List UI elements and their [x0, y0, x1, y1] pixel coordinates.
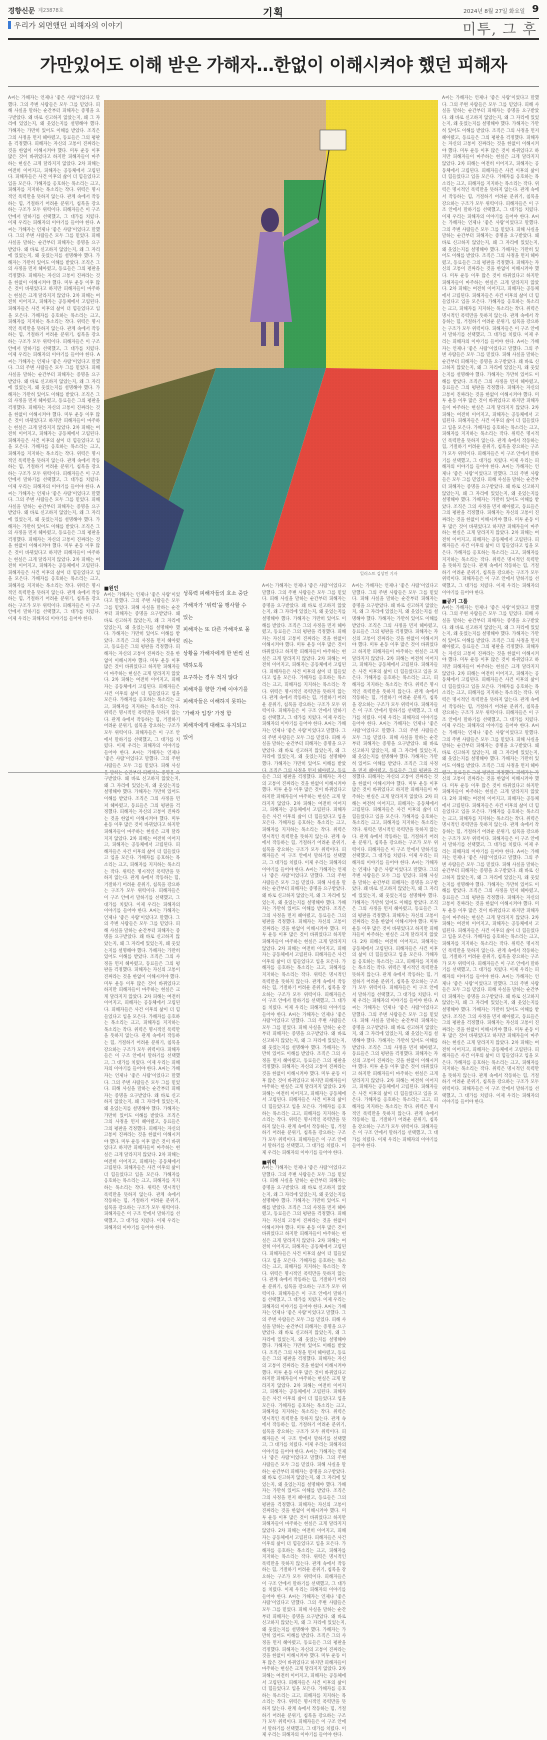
pull-quote-line: 피해자를 향한 가해 이야기를 [183, 687, 249, 693]
headline: 가만있어도 이해 받은 가해자…한없이 이해시켜야 했던 피해자 [39, 56, 508, 76]
pull-quote-line: 가해자가 ‘위력’을 행사할 수 있는 [183, 603, 247, 621]
body-text: A씨는 가해자는 언제나 ‘좋은 사람’이었다고 말했다. 그의 주변 사람들은 모두 그를 믿었다. 피해 사실을 말하는 순간부터 피해자는 증명을 요구받았다. 왜 바로 신고하지 않았는지, 왜 그 자리에 있었는지, 왜 웃었는지를 설명해야 했다. 가해자는 가만히 있어도 이해를 받았다. 조직은 그의 사정을 먼저 헤아렸고, 동료들은 그의 평판을 걱정했다. 피해자는 자신의 고통이 진짜라는 것을 한없이 이해시켜야 했다. 미투 운동 이후 많은 것이 바뀌었다고 하지만 피해자들이 마주하는 현실은 크게 달라지지 않았다. 2차 피해는 여전히 이어지고, 피해자는 공동체에서 고립된다. 피해자들은 사건 이후의 삶이 더 힘들었다고 입을 모은다. 가해자를 옹호하는 목소리는 크고, 피해자를 지지하는 목소리는 작다. 위력은 명시적인 폭력만을 뜻하지 않는다. 관계 속에서 작동하는 힘, 거절하기 어려운 분위기, 침묵을 강요하는 구조가 모두 위력이다. 피해자들은 이 구조 안에서 말하기를 선택했고, 그 대가를 치렀다. 이제 우리는 피해자의 이야기를 들어야 한다. A씨는 가해자는 언제나 ‘좋은 사람’이었다고 말했다. 그의 주변 사람들은 모두 그를 믿었다. 피해 사실을 말하는 순간부터 피해자는 증명을 요구받았다. 왜 바로 신고하지 않았는지, 왜 그 자리에 있었는지, 왜 웃었는지를 설명해야 했다. 가해자는 가만히 있어도 이해를 받았다. 조직은 그의 사정을 먼저 헤아렸고, 동료들은 그의 평판을 걱정했다. 피해자는 자신의 고통이 진짜라는 것을 한없이 이해시켜야 했다. 미투 운동 이후 많은 것이 바뀌었다고 하지만 피해자들이 마주하는 현실은 크게 달라지지 않았다. 2차 피해는 여전히 이어지고, 피해자는 공동체에서 고립된다. 피해자들은 사건 이후의 삶이 더 힘들었다고 입을 모은다. 가해자를 옹호하는 목소리는 크고, 피해자를 지지하는 목소리는 작다. 위력은 명시적인 폭력만을 뜻하지 않는다. 관계 속에서 작동하는 힘, 거절하기 어려운 분위기, 침묵을 강요하는 구조가 모두 위력이다. 피해자들은 이 구조 안에서 말하기를 선택했고, 그 대가를 치렀다. 이제 우리는 피해자의 이야기를 들어야 한다. A씨는 가해자는 언제나 ‘좋은 사람’이었다고 말했다. 그의 주변 사람들은 모두 그를 믿었다. 피해 사실을 말하는 순간부터 피해자는 증명을 요구받았다. 왜 바로 신고하지 않았는지, 왜 그 자리에 있었는지, 왜 웃었는지를 설명해야 했다. 가해자는 가만히 있어도 이해를 받았다. 조직은 그의 사정을 먼저 헤아렸고, 동료들은 그의 평판을 걱정했다. 피해자는 자신의 고통이 진짜라는 것을 한없이 이해시켜야 했다. 미투 운동 이후 많은 것이 바뀌었다고 하지만 피해자들이 마주하는 현실은 크게 달라지지 않았다. 2차 피해는 여전히 이어지고, 피해자는 공동체에서 고립된다. 피해자들은 사건 이후의 삶이 더 힘들었다고 입을 모은다. 가해자를 옹호하는 목소리는 크고, 피해자를 지지하는 목소리는 작다. 위력은 명시적인 폭력만을 뜻하지 않는다. 관계 속에서 작동하는 힘, 거절하기 어려운 분위기, 침묵을 강요하는 구조가 모두 위력이다. 피해자들은 이 구조 안에서 말하기를 선택했고, 그 대가를 치렀다. 이제 우리는 피해자의 이야기를 들어야 한다. A씨는 가해자는 언제나 ‘좋은 사람’이었다고 말했다. 그의 주변 사람들은 모두 그를 믿었다. 피해 사실을 말하는 순간부터 피해자는 증명을 요구받았다. 왜 바로 신고하지 않았는지, 왜 그 자리에 있었는지, 왜 웃었는지를 설명해야 했다. 가해자는 가만히 있어도 이해를 받았다. 조직은 그의 사정을 먼저 헤아렸고, 동료들은 그의 평판을 걱정했다. 피해자는 자신의 고통이 진짜라는 것을 한없이 이해시켜야 했다. 미투 운동 이후 많은 것이 바뀌었다고 하지만 피해자들이 마주하는 현실은 크게 달라지지 않았다. 2차 피해는 여전히 이어지고, 피해자는 공동체에서 고립된다. 피해자들은 사건 이후의 삶이 더 힘들었다고 입을 모은다. 가해자를 옹호하는 목소리는 크고, 피해자를 지지하는 목소리는 작다. 위력은 명시적인 폭력만을 뜻하지 않는다. 관계 속에서 작동하는 힘, 거절하기 어려운 분위기, 침묵을 강요하는 구조가 모두 위력이다. 피해자들은 이 구조 안에서 말하기를 선택했고, 그 대가를 치렀다. 이제 우리는 피해자의 이야기를 들어야 한다. [262, 1166, 346, 1739]
top-rule [8, 18, 539, 19]
issue-date: 2024년 8월 27일 화요일 [463, 9, 525, 15]
pull-quote-line: 피해자는 또 다른 가해자로 몰리는 [183, 627, 250, 645]
pull-quote-line: 성폭력 피해자들의 호소 중단 [183, 591, 249, 597]
subhead: ■공기 그룹 [442, 599, 468, 606]
body-text: A씨는 가해자는 언제나 ‘좋은 사람’이었다고 말했다. 그의 주변 사람들은 모두 그를 믿었다. 피해 사실을 말하는 순간부터 피해자는 증명을 요구받았다. 왜 바로 신고하지 않았는지, 왜 그 자리에 있었는지, 왜 웃었는지를 설명해야 했다. 가해자는 가만히 있어도 이해를 받았다. 조직은 그의 사정을 먼저 헤아렸고, 동료들은 그의 평판을 걱정했다. 피해자는 자신의 고통이 진짜라는 것을 한없이 이해시켜야 했다. 미투 운동 이후 많은 것이 바뀌었다고 하지만 피해자들이 마주하는 현실은 크게 달라지지 않았다. 2차 피해는 여전히 이어지고, 피해자는 공동체에서 고립된다. 피해자들은 사건 이후의 삶이 더 힘들었다고 입을 모은다. 가해자를 옹호하는 목소리는 크고, 피해자를 지지하는 목소리는 작다. 위력은 명시적인 폭력만을 뜻하지 않는다. 관계 속에서 작동하는 힘, 거절하기 어려운 분위기, 침묵을 강요하는 구조가 모두 위력이다. 피해자들은 이 구조 안에서 말하기를 선택했고, 그 대가를 치렀다. 이제 우리는 피해자의 이야기를 들어야 한다. A씨는 가해자는 언제나 ‘좋은 사람’이었다고 말했다. 그의 주변 사람들은 모두 그를 믿었다. 피해 사실을 말하는 순간부터 피해자는 증명을 요구받았다. 왜 바로 신고하지 않았는지, 왜 그 자리에 있었는지, 왜 웃었는지를 설명해야 했다. 가해자는 가만히 있어도 이해를 받았다. 조직은 그의 사정을 먼저 헤아렸고, 동료들은 그의 평판을 걱정했다. 피해자는 자신의 고통이 진짜라는 것을 한없이 이해시켜야 했다. 미투 운동 이후 많은 것이 바뀌었다고 하지만 피해자들이 마주하는 현실은 크게 달라지지 않았다. 2차 피해는 여전히 이어지고, 피해자는 공동체에서 고립된다. 피해자들은 사건 이후의 삶이 더 힘들었다고 입을 모은다. 가해자를 옹호하는 목소리는 크고, 피해자를 지지하는 목소리는 작다. 위력은 명시적인 폭력만을 뜻하지 않는다. 관계 속에서 작동하는 힘, 거절하기 어려운 분위기, 침묵을 강요하는 구조가 모두 위력이다. 피해자들은 이 구조 안에서 말하기를 선택했고, 그 대가를 치렀다. 이제 우리는 피해자의 이야기를 들어야 한다. A씨는 가해자는 언제나 ‘좋은 사람’이었다고 말했다. 그의 주변 사람들은 모두 그를 믿었다. 피해 사실을 말하는 순간부터 피해자는 증명을 요구받았다. 왜 바로 신고하지 않았는지, 왜 그 자리에 있었는지, 왜 웃었는지를 설명해야 했다. 가해자는 가만히 있어도 이해를 받았다. 조직은 그의 사정을 먼저 헤아렸고, 동료들은 그의 평판을 걱정했다. 피해자는 자신의 고통이 진짜라는 것을 한없이 이해시켜야 했다. 미투 운동 이후 많은 것이 바뀌었다고 하지만 피해자들이 마주하는 현실은 크게 달라지지 않았다. 2차 피해는 여전히 이어지고, 피해자는 공동체에서 고립된다. 피해자들은 사건 이후의 삶이 더 힘들었다고 입을 모은다. 가해자를 옹호하는 목소리는 크고, 피해자를 지지하는 목소리는 작다. 위력은 명시적인 폭력만을 뜻하지 않는다. 관계 속에서 작동하는 힘, 거절하기 어려운 분위기, 침묵을 강요하는 구조가 모두 위력이다. 피해자들은 이 구조 안에서 말하기를 선택했고, 그 대가를 치렀다. 이제 우리는 피해자의 이야기를 들어야 한다. A씨는 가해자는 언제나 ‘좋은 사람’이었다고 말했다. 그의 주변 사람들은 모두 그를 믿었다. 피해 사실을 말하는 순간부터 피해자는 증명을 요구받았다. 왜 바로 신고하지 않았는지, 왜 그 자리에 있었는지, 왜 웃었는지를 설명해야 했다. 가해자는 가만히 있어도 이해를 받았다. 조직은 그의 사정을 먼저 헤아렸고, 동료들은 그의 평판을 걱정했다. 피해자는 자신의 고통이 진짜라는 것을 한없이 이해시켜야 했다. 미투 운동 이후 많은 것이 바뀌었다고 하지만 피해자들이 마주하는 현실은 크게 달라지지 않았다. 2차 피해는 여전히 이어지고, 피해자는 공동체에서 고립된다. 피해자들은 사건 이후의 삶이 더 힘들었다고 입을 모은다. 가해자를 옹호하는 목소리는 크고, 피해자를 지지하는 목소리는 작다. 위력은 명시적인 폭력만을 뜻하지 않는다. 관계 속에서 작동하는 힘, 거절하기 어려운 분위기, 침묵을 강요하는 구조가 모두 위력이다. 피해자들은 이 구조 안에서 말하기를 선택했고, 그 대가를 치렀다. 이제 우리는 피해자의 이야기를 들어야 한다. [352, 584, 438, 1150]
series-text: 우리가 외면했던 피해자의 이야기 [14, 21, 123, 30]
body-text: A씨는 가해자는 언제나 ‘좋은 사람’이었다고 말했다. 그의 주변 사람들은 모두 그를 믿었다. 피해 사실을 말하는 순간부터 피해자는 증명을 요구받았다. 왜 바로 신고하지 않았는지, 왜 그 자리에 있었는지, 왜 웃었는지를 설명해야 했다. 가해자는 가만히 있어도 이해를 받았다. 조직은 그의 사정을 먼저 헤아렸고, 동료들은 그의 평판을 걱정했다. 피해자는 자신의 고통이 진짜라는 것을 한없이 이해시켜야 했다. 미투 운동 이후 많은 것이 바뀌었다고 하지만 피해자들이 마주하는 현실은 크게 달라지지 않았다. 2차 피해는 여전히 이어지고, 피해자는 공동체에서 고립된다. 피해자들은 사건 이후의 삶이 더 힘들었다고 입을 모은다. 가해자를 옹호하는 목소리는 크고, 피해자를 지지하는 목소리는 작다. 위력은 명시적인 폭력만을 뜻하지 않는다. 관계 속에서 작동하는 힘, 거절하기 어려운 분위기, 침묵을 강요하는 구조가 모두 위력이다. 피해자들은 이 구조 안에서 말하기를 선택했고, 그 대가를 치렀다. 이제 우리는 피해자의 이야기를 들어야 한다. A씨는 가해자는 언제나 ‘좋은 사람’이었다고 말했다. 그의 주변 사람들은 모두 그를 믿었다. 피해 사실을 말하는 순간부터 피해자는 증명을 요구받았다. 왜 바로 신고하지 않았는지, 왜 그 자리에 있었는지, 왜 웃었는지를 설명해야 했다. 가해자는 가만히 있어도 이해를 받았다. 조직은 그의 사정을 먼저 헤아렸고, 동료들은 그의 평판을 걱정했다. 피해자는 자신의 고통이 진짜라는 것을 한없이 이해시켜야 했다. 미투 운동 이후 많은 것이 바뀌었다고 하지만 피해자들이 마주하는 현실은 크게 달라지지 않았다. 2차 피해는 여전히 이어지고, 피해자는 공동체에서 고립된다. 피해자들은 사건 이후의 삶이 더 힘들었다고 입을 모은다. 가해자를 옹호하는 목소리는 크고, 피해자를 지지하는 목소리는 작다. 위력은 명시적인 폭력만을 뜻하지 않는다. 관계 속에서 작동하는 힘, 거절하기 어려운 분위기, 침묵을 강요하는 구조가 모두 위력이다. 피해자들은 이 구조 안에서 말하기를 선택했고, 그 대가를 치렀다. 이제 우리는 피해자의 이야기를 들어야 한다. A씨는 가해자는 언제나 ‘좋은 사람’이었다고 말했다. 그의 주변 사람들은 모두 그를 믿었다. 피해 사실을 말하는 순간부터 피해자는 증명을 요구받았다. 왜 바로 신고하지 않았는지, 왜 그 자리에 있었는지, 왜 웃었는지를 설명해야 했다. 가해자는 가만히 있어도 이해를 받았다. 조직은 그의 사정을 먼저 헤아렸고, 동료들은 그의 평판을 걱정했다. 피해자는 자신의 고통이 진짜라는 것을 한없이 이해시켜야 했다. 미투 운동 이후 많은 것이 바뀌었다고 하지만 피해자들이 마주하는 현실은 크게 달라지지 않았다. 2차 피해는 여전히 이어지고, 피해자는 공동체에서 고립된다. 피해자들은 사건 이후의 삶이 더 힘들었다고 입을 모은다. 가해자를 옹호하는 목소리는 크고, 피해자를 지지하는 목소리는 작다. 위력은 명시적인 폭력만을 뜻하지 않는다. 관계 속에서 작동하는 힘, 거절하기 어려운 분위기, 침묵을 강요하는 구조가 모두 위력이다. 피해자들은 이 구조 안에서 말하기를 선택했고, 그 대가를 치렀다. 이제 우리는 피해자의 이야기를 들어야 한다. A씨는 가해자는 언제나 ‘좋은 사람’이었다고 말했다. 그의 주변 사람들은 모두 그를 믿었다. 피해 사실을 말하는 순간부터 피해자는 증명을 요구받았다. 왜 바로 신고하지 않았는지, 왜 그 자리에 있었는지, 왜 웃었는지를 설명해야 했다. 가해자는 가만히 있어도 이해를 받았다. 조직은 그의 사정을 먼저 헤아렸고, 동료들은 그의 평판을 걱정했다. 피해자는 자신의 고통이 진짜라는 것을 한없이 이해시켜야 했다. 미투 운동 이후 많은 것이 바뀌었다고 하지만 피해자들이 마주하는 현실은 크게 달라지지 않았다. 2차 피해는 여전히 이어지고, 피해자는 공동체에서 고립된다. 피해자들은 사건 이후의 삶이 더 힘들었다고 입을 모은다. 가해자를 옹호하는 목소리는 크고, 피해자를 지지하는 목소리는 작다. 위력은 명시적인 폭력만을 뜻하지 않는다. 관계 속에서 작동하는 힘, 거절하기 어려운 분위기, 침묵을 강요하는 구조가 모두 위력이다. 피해자들은 이 구조 안에서 말하기를 선택했고, 그 대가를 치렀다. 이제 우리는 피해자의 이야기를 들어야 한다. [442, 605, 539, 1106]
article-column-bottom-2 [262, 584, 346, 1739]
pull-quote-line: ‘가해자 입장’ 가정 함 [183, 711, 232, 717]
subhead: ■원인 [104, 586, 119, 592]
body-text: A씨는 가해자는 언제나 ‘좋은 사람’이었다고 말했다. 그의 주변 사람들은 모두 그를 믿었다. 피해 사실을 말하는 순간부터 피해자는 증명을 요구받았다. 왜 바로 신고하지 않았는지, 왜 그 자리에 있었는지, 왜 웃었는지를 설명해야 했다. 가해자는 가만히 있어도 이해를 받았다. 조직은 그의 사정을 먼저 헤아렸고, 동료들은 그의 평판을 걱정했다. 피해자는 자신의 고통이 진짜라는 것을 한없이 이해시켜야 했다. 미투 운동 이후 많은 것이 바뀌었다고 하지만 피해자들이 마주하는 현실은 크게 달라지지 않았다. 2차 피해는 여전히 이어지고, 피해자는 공동체에서 고립된다. 피해자들은 사건 이후의 삶이 더 힘들었다고 입을 모은다. 가해자를 옹호하는 목소리는 크고, 피해자를 지지하는 목소리는 작다. 위력은 명시적인 폭력만을 뜻하지 않는다. 관계 속에서 작동하는 힘, 거절하기 어려운 분위기, 침묵을 강요하는 구조가 모두 위력이다. 피해자들은 이 구조 안에서 말하기를 선택했고, 그 대가를 치렀다. 이제 우리는 피해자의 이야기를 들어야 한다. A씨는 가해자는 언제나 ‘좋은 사람’이었다고 말했다. 그의 주변 사람들은 모두 그를 믿었다. 피해 사실을 말하는 순간부터 피해자는 증명을 요구받았다. 왜 바로 신고하지 않았는지, 왜 그 자리에 있었는지, 왜 웃었는지를 설명해야 했다. 가해자는 가만히 있어도 이해를 받았다. 조직은 그의 사정을 먼저 헤아렸고, 동료들은 그의 평판을 걱정했다. 피해자는 자신의 고통이 진짜라는 것을 한없이 이해시켜야 했다. 미투 운동 이후 많은 것이 바뀌었다고 하지만 피해자들이 마주하는 현실은 크게 달라지지 않았다. 2차 피해는 여전히 이어지고, 피해자는 공동체에서 고립된다. 피해자들은 사건 이후의 삶이 더 힘들었다고 입을 모은다. 가해자를 옹호하는 목소리는 크고, 피해자를 지지하는 목소리는 작다. 위력은 명시적인 폭력만을 뜻하지 않는다. 관계 속에서 작동하는 힘, 거절하기 어려운 분위기, 침묵을 강요하는 구조가 모두 위력이다. 피해자들은 이 구조 안에서 말하기를 선택했고, 그 대가를 치렀다. 이제 우리는 피해자의 이야기를 들어야 한다. A씨는 가해자는 언제나 ‘좋은 사람’이었다고 말했다. 그의 주변 사람들은 모두 그를 믿었다. 피해 사실을 말하는 순간부터 피해자는 증명을 요구받았다. 왜 바로 신고하지 않았는지, 왜 그 자리에 있었는지, 왜 웃었는지를 설명해야 했다. 가해자는 가만히 있어도 이해를 받았다. 조직은 그의 사정을 먼저 헤아렸고, 동료들은 그의 평판을 걱정했다. 피해자는 자신의 고통이 진짜라는 것을 한없이 이해시켜야 했다. 미투 운동 이후 많은 것이 바뀌었다고 하지만 피해자들이 마주하는 현실은 크게 달라지지 않았다. 2차 피해는 여전히 이어지고, 피해자는 공동체에서 고립된다. 피해자들은 사건 이후의 삶이 더 힘들었다고 입을 모은다. 가해자를 옹호하는 목소리는 크고, 피해자를 지지하는 목소리는 작다. 위력은 명시적인 폭력만을 뜻하지 않는다. 관계 속에서 작동하는 힘, 거절하기 어려운 분위기, 침묵을 강요하는 구조가 모두 위력이다. 피해자들은 이 구조 안에서 말하기를 선택했고, 그 대가를 치렀다. 이제 우리는 피해자의 이야기를 들어야 한다. A씨는 가해자는 언제나 ‘좋은 사람’이었다고 말했다. 그의 주변 사람들은 모두 그를 믿었다. 피해 사실을 말하는 순간부터 피해자는 증명을 요구받았다. 왜 바로 신고하지 않았는지, 왜 그 자리에 있었는지, 왜 웃었는지를 설명해야 했다. 가해자는 가만히 있어도 이해를 받았다. 조직은 그의 사정을 먼저 헤아렸고, 동료들은 그의 평판을 걱정했다. 피해자는 자신의 고통이 진짜라는 것을 한없이 이해시켜야 했다. 미투 운동 이후 많은 것이 바뀌었다고 하지만 피해자들이 마주하는 현실은 크게 달라지지 않았다. 2차 피해는 여전히 이어지고, 피해자는 공동체에서 고립된다. 피해자들은 사건 이후의 삶이 더 힘들었다고 입을 모은다. 가해자를 옹호하는 목소리는 크고, 피해자를 지지하는 목소리는 작다. 위력은 명시적인 폭력만을 뜻하지 않는다. 관계 속에서 작동하는 힘, 거절하기 어려운 분위기, 침묵을 강요하는 구조가 모두 위력이다. 피해자들은 이 구조 안에서 말하기를 선택했고, 그 대가를 치렀다. 이제 우리는 피해자의 이야기를 들어야 한다. [104, 592, 180, 1231]
illustration-art [104, 100, 438, 570]
series-marker [8, 21, 11, 29]
illustration [104, 100, 438, 570]
body-text: A씨는 가해자는 언제나 ‘좋은 사람’이었다고 말했다. 그의 주변 사람들은 모두 그를 믿었다. 피해 사실을 말하는 순간부터 피해자는 증명을 요구받았다. 왜 바로 신고하지 않았는지, 왜 그 자리에 있었는지, 왜 웃었는지를 설명해야 했다. 가해자는 가만히 있어도 이해를 받았다. 조직은 그의 사정을 먼저 헤아렸고, 동료들은 그의 평판을 걱정했다. 피해자는 자신의 고통이 진짜라는 것을 한없이 이해시켜야 했다. 미투 운동 이후 많은 것이 바뀌었다고 하지만 피해자들이 마주하는 현실은 크게 달라지지 않았다. 2차 피해는 여전히 이어지고, 피해자는 공동체에서 고립된다. 피해자들은 사건 이후의 삶이 더 힘들었다고 입을 모은다. 가해자를 옹호하는 목소리는 크고, 피해자를 지지하는 목소리는 작다. 위력은 명시적인 폭력만을 뜻하지 않는다. 관계 속에서 작동하는 힘, 거절하기 어려운 분위기, 침묵을 강요하는 구조가 모두 위력이다. 피해자들은 이 구조 안에서 말하기를 선택했고, 그 대가를 치렀다. 이제 우리는 피해자의 이야기를 들어야 한다. A씨는 가해자는 언제나 ‘좋은 사람’이었다고 말했다. 그의 주변 사람들은 모두 그를 믿었다. 피해 사실을 말하는 순간부터 피해자는 증명을 요구받았다. 왜 바로 신고하지 않았는지, 왜 그 자리에 있었는지, 왜 웃었는지를 설명해야 했다. 가해자는 가만히 있어도 이해를 받았다. 조직은 그의 사정을 먼저 헤아렸고, 동료들은 그의 평판을 걱정했다. 피해자는 자신의 고통이 진짜라는 것을 한없이 이해시켜야 했다. 미투 운동 이후 많은 것이 바뀌었다고 하지만 피해자들이 마주하는 현실은 크게 달라지지 않았다. 2차 피해는 여전히 이어지고, 피해자는 공동체에서 고립된다. 피해자들은 사건 이후의 삶이 더 힘들었다고 입을 모은다. 가해자를 옹호하는 목소리는 크고, 피해자를 지지하는 목소리는 작다. 위력은 명시적인 폭력만을 뜻하지 않는다. 관계 속에서 작동하는 힘, 거절하기 어려운 분위기, 침묵을 강요하는 구조가 모두 위력이다. 피해자들은 이 구조 안에서 말하기를 선택했고, 그 대가를 치렀다. 이제 우리는 피해자의 이야기를 들어야 한다. A씨는 가해자는 언제나 ‘좋은 사람’이었다고 말했다. 그의 주변 사람들은 모두 그를 믿었다. 피해 사실을 말하는 순간부터 피해자는 증명을 요구받았다. 왜 바로 신고하지 않았는지, 왜 그 자리에 있었는지, 왜 웃었는지를 설명해야 했다. 가해자는 가만히 있어도 이해를 받았다. 조직은 그의 사정을 먼저 헤아렸고, 동료들은 그의 평판을 걱정했다. 피해자는 자신의 고통이 진짜라는 것을 한없이 이해시켜야 했다. 미투 운동 이후 많은 것이 바뀌었다고 하지만 피해자들이 마주하는 현실은 크게 달라지지 않았다. 2차 피해는 여전히 이어지고, 피해자는 공동체에서 고립된다. 피해자들은 사건 이후의 삶이 더 힘들었다고 입을 모은다. 가해자를 옹호하는 목소리는 크고, 피해자를 지지하는 목소리는 작다. 위력은 명시적인 폭력만을 뜻하지 않는다. 관계 속에서 작동하는 힘, 거절하기 어려운 분위기, 침묵을 강요하는 구조가 모두 위력이다. 피해자들은 이 구조 안에서 말하기를 선택했고, 그 대가를 치렀다. 이제 우리는 피해자의 이야기를 들어야 한다. A씨는 가해자는 언제나 ‘좋은 사람’이었다고 말했다. 그의 주변 사람들은 모두 그를 믿었다. 피해 사실을 말하는 순간부터 피해자는 증명을 요구받았다. 왜 바로 신고하지 않았는지, 왜 그 자리에 있었는지, 왜 웃었는지를 설명해야 했다. 가해자는 가만히 있어도 이해를 받았다. 조직은 그의 사정을 먼저 헤아렸고, 동료들은 그의 평판을 걱정했다. 피해자는 자신의 고통이 진짜라는 것을 한없이 이해시켜야 했다. 미투 운동 이후 많은 것이 바뀌었다고 하지만 피해자들이 마주하는 현실은 크게 달라지지 않았다. 2차 피해는 여전히 이어지고, 피해자는 공동체에서 고립된다. 피해자들은 사건 이후의 삶이 더 힘들었다고 입을 모은다. 가해자를 옹호하는 목소리는 크고, 피해자를 지지하는 목소리는 작다. 위력은 명시적인 폭력만을 뜻하지 않는다. 관계 속에서 작동하는 힘, 거절하기 어려운 분위기, 침묵을 강요하는 구조가 모두 위력이다. 피해자들은 이 구조 안에서 말하기를 선택했고, 그 대가를 치렀다. 이제 우리는 피해자의 이야기를 들어야 한다. [262, 584, 346, 1157]
article-column-bottom-1 [104, 584, 180, 1231]
headline-rule [8, 86, 539, 87]
footer-rule [8, 772, 539, 773]
newspaper-logo: 경향신문 [8, 7, 36, 15]
page-number: 9 [532, 4, 539, 15]
column-tag: 미투, 그 후 [462, 22, 537, 38]
pull-quote-line: 상황을 가해자에게 한 번씩 선택하도록 [183, 651, 250, 669]
pull-quote-line: 요구하는 경우 적지 않다 [183, 675, 239, 681]
article-column-right [442, 96, 539, 1106]
pull-quote [183, 588, 253, 744]
series-label [8, 20, 123, 31]
pull-quote-line: 피해자에게 대해도 유지되고 있어 [183, 723, 247, 741]
header-rule [8, 38, 539, 40]
issue-number: 제23878호 [38, 8, 64, 14]
article-column-left [8, 96, 100, 764]
body-text: A씨는 가해자는 언제나 ‘좋은 사람’이었다고 말했다. 그의 주변 사람들은 모두 그를 믿었다. 피해 사실을 말하는 순간부터 피해자는 증명을 요구받았다. 왜 바로 신고하지 않았는지, 왜 그 자리에 있었는지, 왜 웃었는지를 설명해야 했다. 가해자는 가만히 있어도 이해를 받았다. 조직은 그의 사정을 먼저 헤아렸고, 동료들은 그의 평판을 걱정했다. 피해자는 자신의 고통이 진짜라는 것을 한없이 이해시켜야 했다. 미투 운동 이후 많은 것이 바뀌었다고 하지만 피해자들이 마주하는 현실은 크게 달라지지 않았다. 2차 피해는 여전히 이어지고, 피해자는 공동체에서 고립된다. 피해자들은 사건 이후의 삶이 더 힘들었다고 입을 모은다. 가해자를 옹호하는 목소리는 크고, 피해자를 지지하는 목소리는 작다. 위력은 명시적인 폭력만을 뜻하지 않는다. 관계 속에서 작동하는 힘, 거절하기 어려운 분위기, 침묵을 강요하는 구조가 모두 위력이다. 피해자들은 이 구조 안에서 말하기를 선택했고, 그 대가를 치렀다. 이제 우리는 피해자의 이야기를 들어야 한다. A씨는 가해자는 언제나 ‘좋은 사람’이었다고 말했다. 그의 주변 사람들은 모두 그를 믿었다. 피해 사실을 말하는 순간부터 피해자는 증명을 요구받았다. 왜 바로 신고하지 않았는지, 왜 그 자리에 있었는지, 왜 웃었는지를 설명해야 했다. 가해자는 가만히 있어도 이해를 받았다. 조직은 그의 사정을 먼저 헤아렸고, 동료들은 그의 평판을 걱정했다. 피해자는 자신의 고통이 진짜라는 것을 한없이 이해시켜야 했다. 미투 운동 이후 많은 것이 바뀌었다고 하지만 피해자들이 마주하는 현실은 크게 달라지지 않았다. 2차 피해는 여전히 이어지고, 피해자는 공동체에서 고립된다. 피해자들은 사건 이후의 삶이 더 힘들었다고 입을 모은다. 가해자를 옹호하는 목소리는 크고, 피해자를 지지하는 목소리는 작다. 위력은 명시적인 폭력만을 뜻하지 않는다. 관계 속에서 작동하는 힘, 거절하기 어려운 분위기, 침묵을 강요하는 구조가 모두 위력이다. 피해자들은 이 구조 안에서 말하기를 선택했고, 그 대가를 치렀다. 이제 우리는 피해자의 이야기를 들어야 한다. A씨는 가해자는 언제나 ‘좋은 사람’이었다고 말했다. 그의 주변 사람들은 모두 그를 믿었다. 피해 사실을 말하는 순간부터 피해자는 증명을 요구받았다. 왜 바로 신고하지 않았는지, 왜 그 자리에 있었는지, 왜 웃었는지를 설명해야 했다. 가해자는 가만히 있어도 이해를 받았다. 조직은 그의 사정을 먼저 헤아렸고, 동료들은 그의 평판을 걱정했다. 피해자는 자신의 고통이 진짜라는 것을 한없이 이해시켜야 했다. 미투 운동 이후 많은 것이 바뀌었다고 하지만 피해자들이 마주하는 현실은 크게 달라지지 않았다. 2차 피해는 여전히 이어지고, 피해자는 공동체에서 고립된다. 피해자들은 사건 이후의 삶이 더 힘들었다고 입을 모은다. 가해자를 옹호하는 목소리는 크고, 피해자를 지지하는 목소리는 작다. 위력은 명시적인 폭력만을 뜻하지 않는다. 관계 속에서 작동하는 힘, 거절하기 어려운 분위기, 침묵을 강요하는 구조가 모두 위력이다. 피해자들은 이 구조 안에서 말하기를 선택했고, 그 대가를 치렀다. 이제 우리는 피해자의 이야기를 들어야 한다. A씨는 가해자는 언제나 ‘좋은 사람’이었다고 말했다. 그의 주변 사람들은 모두 그를 믿었다. 피해 사실을 말하는 순간부터 피해자는 증명을 요구받았다. 왜 바로 신고하지 않았는지, 왜 그 자리에 있었는지, 왜 웃었는지를 설명해야 했다. 가해자는 가만히 있어도 이해를 받았다. 조직은 그의 사정을 먼저 헤아렸고, 동료들은 그의 평판을 걱정했다. 피해자는 자신의 고통이 진짜라는 것을 한없이 이해시켜야 했다. 미투 운동 이후 많은 것이 바뀌었다고 하지만 피해자들이 마주하는 현실은 크게 달라지지 않았다. 2차 피해는 여전히 이어지고, 피해자는 공동체에서 고립된다. 피해자들은 사건 이후의 삶이 더 힘들었다고 입을 모은다. 가해자를 옹호하는 목소리는 크고, 피해자를 지지하는 목소리는 작다. 위력은 명시적인 폭력만을 뜻하지 않는다. 관계 속에서 작동하는 힘, 거절하기 어려운 분위기, 침묵을 강요하는 구조가 모두 위력이다. 피해자들은 이 구조 안에서 말하기를 선택했고, 그 대가를 치렀다. 이제 우리는 피해자의 이야기를 들어야 한다. [442, 96, 539, 596]
section-title: 기획 [262, 8, 285, 19]
subhead: ■위력 [262, 1159, 277, 1166]
article-column-bottom-3 [352, 584, 438, 1150]
body-text: A씨는 가해자는 언제나 ‘좋은 사람’이었다고 말했다. 그의 주변 사람들은 모두 그를 믿었다. 피해 사실을 말하는 순간부터 피해자는 증명을 요구받았다. 왜 바로 신고하지 않았는지, 왜 그 자리에 있었는지, 왜 웃었는지를 설명해야 했다. 가해자는 가만히 있어도 이해를 받았다. 조직은 그의 사정을 먼저 헤아렸고, 동료들은 그의 평판을 걱정했다. 피해자는 자신의 고통이 진짜라는 것을 한없이 이해시켜야 했다. 미투 운동 이후 많은 것이 바뀌었다고 하지만 피해자들이 마주하는 현실은 크게 달라지지 않았다. 2차 피해는 여전히 이어지고, 피해자는 공동체에서 고립된다. 피해자들은 사건 이후의 삶이 더 힘들었다고 입을 모은다. 가해자를 옹호하는 목소리는 크고, 피해자를 지지하는 목소리는 작다. 위력은 명시적인 폭력만을 뜻하지 않는다. 관계 속에서 작동하는 힘, 거절하기 어려운 분위기, 침묵을 강요하는 구조가 모두 위력이다. 피해자들은 이 구조 안에서 말하기를 선택했고, 그 대가를 치렀다. 이제 우리는 피해자의 이야기를 들어야 한다. A씨는 가해자는 언제나 ‘좋은 사람’이었다고 말했다. 그의 주변 사람들은 모두 그를 믿었다. 피해 사실을 말하는 순간부터 피해자는 증명을 요구받았다. 왜 바로 신고하지 않았는지, 왜 그 자리에 있었는지, 왜 웃었는지를 설명해야 했다. 가해자는 가만히 있어도 이해를 받았다. 조직은 그의 사정을 먼저 헤아렸고, 동료들은 그의 평판을 걱정했다. 피해자는 자신의 고통이 진짜라는 것을 한없이 이해시켜야 했다. 미투 운동 이후 많은 것이 바뀌었다고 하지만 피해자들이 마주하는 현실은 크게 달라지지 않았다. 2차 피해는 여전히 이어지고, 피해자는 공동체에서 고립된다. 피해자들은 사건 이후의 삶이 더 힘들었다고 입을 모은다. 가해자를 옹호하는 목소리는 크고, 피해자를 지지하는 목소리는 작다. 위력은 명시적인 폭력만을 뜻하지 않는다. 관계 속에서 작동하는 힘, 거절하기 어려운 분위기, 침묵을 강요하는 구조가 모두 위력이다. 피해자들은 이 구조 안에서 말하기를 선택했고, 그 대가를 치렀다. 이제 우리는 피해자의 이야기를 들어야 한다. A씨는 가해자는 언제나 ‘좋은 사람’이었다고 말했다. 그의 주변 사람들은 모두 그를 믿었다. 피해 사실을 말하는 순간부터 피해자는 증명을 요구받았다. 왜 바로 신고하지 않았는지, 왜 그 자리에 있었는지, 왜 웃었는지를 설명해야 했다. 가해자는 가만히 있어도 이해를 받았다. 조직은 그의 사정을 먼저 헤아렸고, 동료들은 그의 평판을 걱정했다. 피해자는 자신의 고통이 진짜라는 것을 한없이 이해시켜야 했다. 미투 운동 이후 많은 것이 바뀌었다고 하지만 피해자들이 마주하는 현실은 크게 달라지지 않았다. 2차 피해는 여전히 이어지고, 피해자는 공동체에서 고립된다. 피해자들은 사건 이후의 삶이 더 힘들었다고 입을 모은다. 가해자를 옹호하는 목소리는 크고, 피해자를 지지하는 목소리는 작다. 위력은 명시적인 폭력만을 뜻하지 않는다. 관계 속에서 작동하는 힘, 거절하기 어려운 분위기, 침묵을 강요하는 구조가 모두 위력이다. 피해자들은 이 구조 안에서 말하기를 선택했고, 그 대가를 치렀다. 이제 우리는 피해자의 이야기를 들어야 한다. A씨는 가해자는 언제나 ‘좋은 사람’이었다고 말했다. 그의 주변 사람들은 모두 그를 믿었다. 피해 사실을 말하는 순간부터 피해자는 증명을 요구받았다. 왜 바로 신고하지 않았는지, 왜 그 자리에 있었는지, 왜 웃었는지를 설명해야 했다. 가해자는 가만히 있어도 이해를 받았다. 조직은 그의 사정을 먼저 헤아렸고, 동료들은 그의 평판을 걱정했다. 피해자는 자신의 고통이 진짜라는 것을 한없이 이해시켜야 했다. 미투 운동 이후 많은 것이 바뀌었다고 하지만 피해자들이 마주하는 현실은 크게 달라지지 않았다. 2차 피해는 여전히 이어지고, 피해자는 공동체에서 고립된다. 피해자들은 사건 이후의 삶이 더 힘들었다고 입을 모은다. 가해자를 옹호하는 목소리는 크고, 피해자를 지지하는 목소리는 작다. 위력은 명시적인 폭력만을 뜻하지 않는다. 관계 속에서 작동하는 힘, 거절하기 어려운 분위기, 침묵을 강요하는 구조가 모두 위력이다. 피해자들은 이 구조 안에서 말하기를 선택했고, 그 대가를 치렀다. 이제 우리는 피해자의 이야기를 들어야 한다. [8, 96, 100, 622]
illustration-credit: 일러스트 김상민 기자 [360, 571, 398, 576]
pull-quote-line: 피해자들은 이해하지 못하는 [183, 699, 247, 705]
